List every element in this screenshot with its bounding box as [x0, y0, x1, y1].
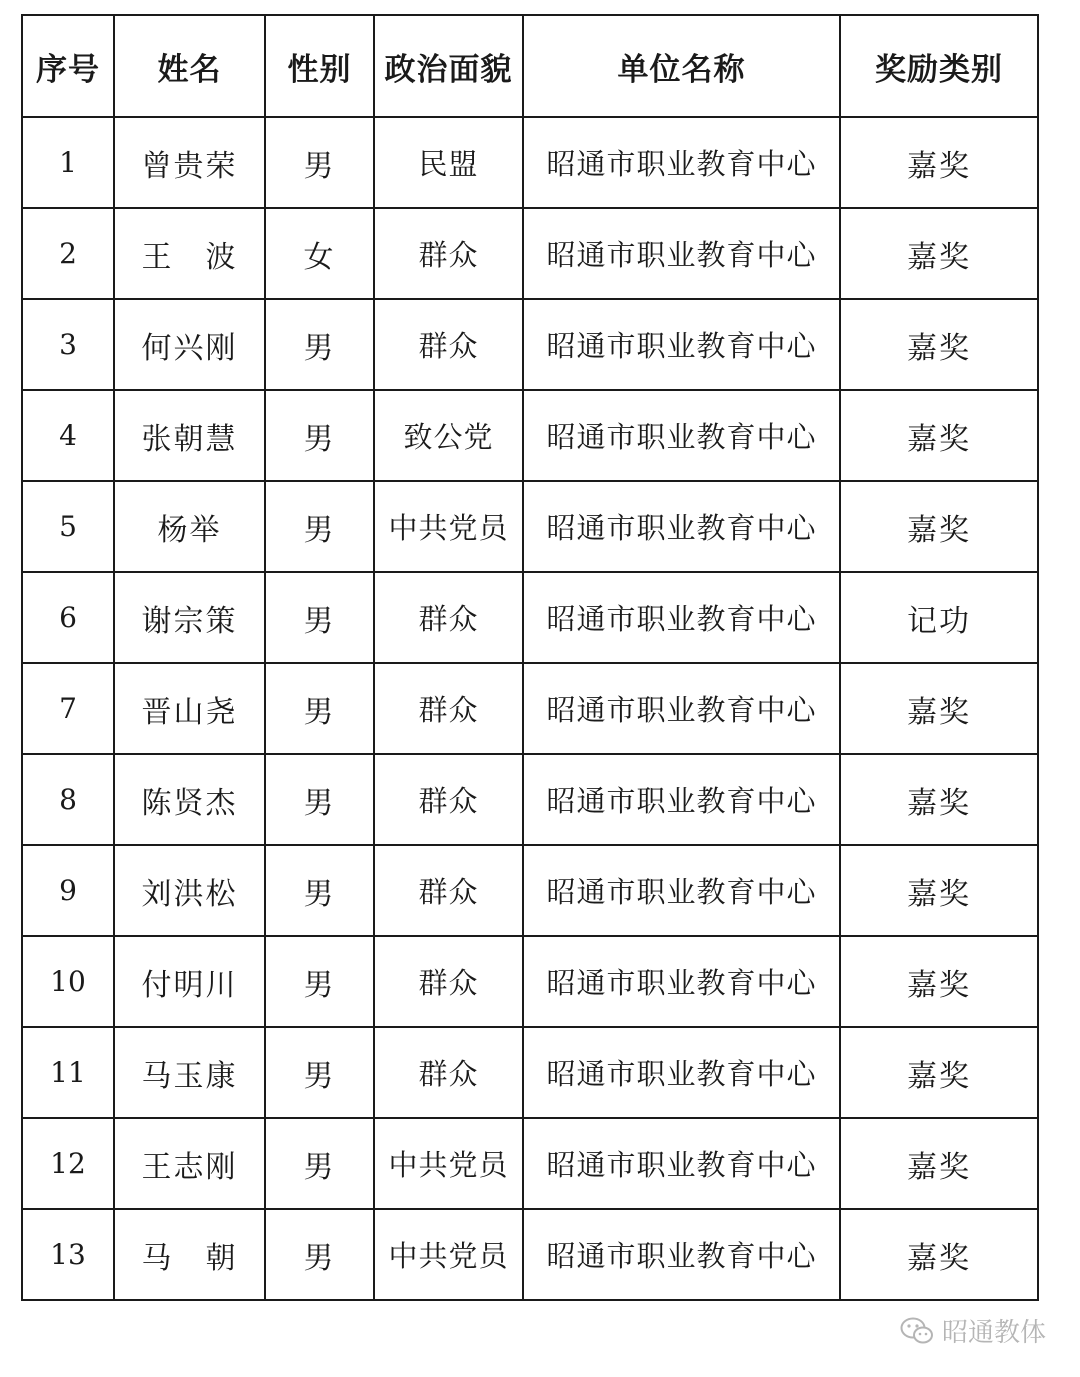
cell-no: 11 — [22, 1027, 114, 1118]
cell-gender: 男 — [265, 481, 374, 572]
cell-gender: 男 — [265, 390, 374, 481]
cell-political: 群众 — [374, 754, 523, 845]
cell-gender: 男 — [265, 117, 374, 208]
header-row — [22, 15, 1038, 117]
cell-name: 杨举 — [114, 481, 265, 572]
header-gender: 性别 — [265, 15, 374, 117]
header-name: 姓名 — [114, 15, 265, 117]
cell-name: 刘洪松 — [114, 845, 265, 936]
cell-no: 7 — [22, 663, 114, 754]
cell-no: 8 — [22, 754, 114, 845]
cell-no: 3 — [22, 299, 114, 390]
table-row — [22, 1209, 1038, 1300]
cell-award: 记功 — [840, 572, 1038, 663]
cell-political: 中共党员 — [374, 1209, 523, 1300]
cell-gender: 男 — [265, 845, 374, 936]
cell-no: 1 — [22, 117, 114, 208]
cell-name: 王志刚 — [114, 1118, 265, 1209]
cell-award: 嘉奖 — [840, 1118, 1038, 1209]
cell-award: 嘉奖 — [840, 1027, 1038, 1118]
cell-gender: 男 — [265, 1027, 374, 1118]
cell-unit: 昭通市职业教育中心 — [523, 1118, 840, 1209]
cell-unit: 昭通市职业教育中心 — [523, 1209, 840, 1300]
cell-unit: 昭通市职业教育中心 — [523, 754, 840, 845]
cell-political: 民盟 — [374, 117, 523, 208]
table-row — [22, 299, 1038, 390]
table-header — [22, 15, 1038, 117]
cell-gender: 女 — [265, 208, 374, 299]
cell-name: 付明川 — [114, 936, 265, 1027]
cell-name: 马 朝 — [114, 1209, 265, 1300]
cell-award: 嘉奖 — [840, 754, 1038, 845]
cell-gender: 男 — [265, 1209, 374, 1300]
cell-no: 13 — [22, 1209, 114, 1300]
cell-award: 嘉奖 — [840, 663, 1038, 754]
table-row — [22, 663, 1038, 754]
header-award: 奖励类别 — [840, 15, 1038, 117]
cell-gender: 男 — [265, 572, 374, 663]
header-political: 政治面貌 — [374, 15, 523, 117]
cell-unit: 昭通市职业教育中心 — [523, 663, 840, 754]
cell-unit: 昭通市职业教育中心 — [523, 117, 840, 208]
cell-name: 晋山尧 — [114, 663, 265, 754]
cell-political: 群众 — [374, 1027, 523, 1118]
cell-name: 王 波 — [114, 208, 265, 299]
cell-award: 嘉奖 — [840, 208, 1038, 299]
table-row — [22, 1118, 1038, 1209]
cell-award: 嘉奖 — [840, 1209, 1038, 1300]
cell-name: 谢宗策 — [114, 572, 265, 663]
cell-political: 群众 — [374, 663, 523, 754]
cell-political: 群众 — [374, 299, 523, 390]
cell-political: 致公党 — [374, 390, 523, 481]
cell-unit: 昭通市职业教育中心 — [523, 936, 840, 1027]
cell-award: 嘉奖 — [840, 117, 1038, 208]
cell-no: 5 — [22, 481, 114, 572]
cell-no: 4 — [22, 390, 114, 481]
cell-name: 何兴刚 — [114, 299, 265, 390]
cell-no: 9 — [22, 845, 114, 936]
cell-no: 6 — [22, 572, 114, 663]
cell-political: 中共党员 — [374, 481, 523, 572]
cell-name: 张朝慧 — [114, 390, 265, 481]
header-no: 序号 — [22, 15, 114, 117]
table-row — [22, 572, 1038, 663]
cell-political: 群众 — [374, 208, 523, 299]
cell-gender: 男 — [265, 936, 374, 1027]
table-row — [22, 390, 1038, 481]
cell-political: 群众 — [374, 845, 523, 936]
cell-gender: 男 — [265, 299, 374, 390]
table-body — [22, 117, 1038, 1300]
cell-name: 曾贵荣 — [114, 117, 265, 208]
award-list-table — [21, 14, 1039, 1301]
watermark — [900, 1312, 1046, 1349]
cell-no: 2 — [22, 208, 114, 299]
cell-political: 群众 — [374, 936, 523, 1027]
table-row — [22, 1027, 1038, 1118]
table-row — [22, 117, 1038, 208]
cell-name: 陈贤杰 — [114, 754, 265, 845]
cell-unit: 昭通市职业教育中心 — [523, 481, 840, 572]
cell-gender: 男 — [265, 754, 374, 845]
cell-no: 10 — [22, 936, 114, 1027]
watermark-text: 昭通教体 — [941, 1318, 1046, 1348]
table-row — [22, 845, 1038, 936]
cell-unit: 昭通市职业教育中心 — [523, 1027, 840, 1118]
table-row — [22, 936, 1038, 1027]
table-row — [22, 754, 1038, 845]
wechat-icon — [900, 1316, 934, 1346]
table-row — [22, 481, 1038, 572]
cell-award: 嘉奖 — [840, 390, 1038, 481]
cell-gender: 男 — [265, 663, 374, 754]
table-row — [22, 208, 1038, 299]
cell-award: 嘉奖 — [840, 299, 1038, 390]
cell-unit: 昭通市职业教育中心 — [523, 390, 840, 481]
cell-name: 马玉康 — [114, 1027, 265, 1118]
cell-gender: 男 — [265, 1118, 374, 1209]
cell-award: 嘉奖 — [840, 936, 1038, 1027]
cell-political: 中共党员 — [374, 1118, 523, 1209]
header-unit: 单位名称 — [523, 15, 840, 117]
cell-award: 嘉奖 — [840, 481, 1038, 572]
cell-unit: 昭通市职业教育中心 — [523, 572, 840, 663]
cell-unit: 昭通市职业教育中心 — [523, 299, 840, 390]
cell-unit: 昭通市职业教育中心 — [523, 208, 840, 299]
cell-award: 嘉奖 — [840, 845, 1038, 936]
cell-unit: 昭通市职业教育中心 — [523, 845, 840, 936]
cell-no: 12 — [22, 1118, 114, 1209]
cell-political: 群众 — [374, 572, 523, 663]
